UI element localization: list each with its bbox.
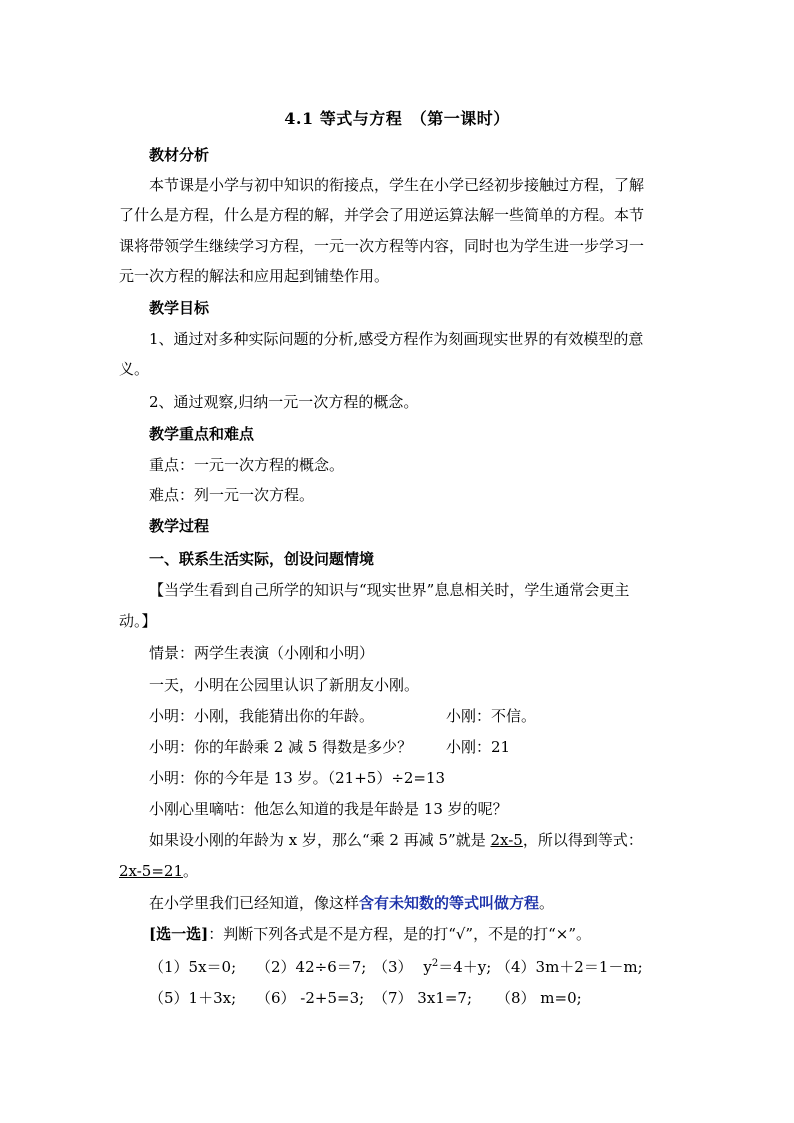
exercise-item-3-expression — [423, 958, 491, 976]
goals-heading: 教学目标 — [149, 299, 210, 317]
dialogue-2-right: 小刚：21 — [446, 738, 511, 756]
item-3-rest: ＝4＋y; — [438, 958, 492, 976]
goal-1-line-2: 义。 — [119, 360, 150, 378]
set-x-tail: ，所以得到等式： — [522, 831, 643, 849]
equation: 2x-5=21 — [119, 862, 184, 880]
exercise-instruction: ：判断下列各式是不是方程，是的打“√”，不是的打“×”。 — [208, 925, 592, 943]
definition-line — [149, 893, 554, 913]
dialogue-4: 小刚心里嘀咕：他怎么知道的我是年龄是 13 岁的呢？ — [149, 800, 508, 818]
equation-line — [119, 861, 198, 881]
keypoint-key: 重点：一元一次方程的概念。 — [149, 456, 345, 474]
exercise-item-8: （8） m=0; — [496, 989, 582, 1007]
note-line-1: 【当学生看到自己所学的知识与“现实世界”息息相关时，学生通常会更主 — [149, 581, 630, 599]
exercise-item-1: （1）5x＝0; — [149, 958, 237, 976]
goal-1-line-1: 1、通过对多种实际问题的分析,感受方程作为刻画现实世界的有效模型的意 — [149, 330, 644, 348]
set-x-expression: 2x-5 — [490, 831, 523, 849]
exercise-item-2: （2）42÷6＝7; — [256, 958, 367, 976]
keypoints-heading: 教学重点和难点 — [149, 425, 255, 443]
analysis-line-1: 本节课是小学与初中知识的衔接点，学生在小学已经初步接触过方程，了解 — [149, 176, 645, 194]
dialogue-2-left: 小明：你的年龄乘 2 减 5 得数是多少？ — [149, 738, 413, 756]
set-x-text: 如果设小刚的年龄为 x 岁，那么“乘 2 再减 5”就是 — [149, 831, 491, 849]
definition-prefix: 在小学里我们已经知道，像这样 — [149, 894, 360, 912]
exercise-item-3-number: （3） — [373, 958, 413, 976]
scene-line: 情景：两学生表演（小刚和小明） — [149, 644, 375, 662]
definition-highlight: 含有未知数的等式叫做方程 — [359, 894, 540, 912]
item-3-exponent: 2 — [431, 958, 439, 969]
story-line: 一天，小明在公园里认识了新朋友小刚。 — [149, 676, 420, 694]
item-3-base: y — [423, 958, 432, 976]
analysis-line-3: 课将带领学生继续学习方程，一元一次方程等内容，同时也为学生进一步学习一 — [119, 237, 645, 255]
page-title: 4.1 等式与方程 （第一课时） — [284, 109, 510, 128]
section-1-heading: 一、联系生活实际，创设问题情境 — [149, 550, 375, 568]
analysis-line-2: 了什么是方程，什么是方程的解，并学会了用逆运算法解一些简单的方程。本节 — [119, 206, 645, 224]
dialogue-3: 小明：你的今年是 13 岁。（21+5）÷2=13 — [149, 769, 446, 787]
exercise-label: [选一选] — [149, 925, 209, 943]
process-heading: 教学过程 — [149, 517, 210, 535]
definition-period: 。 — [539, 894, 555, 912]
analysis-heading: 教材分析 — [149, 146, 210, 164]
set-x-line — [149, 830, 643, 850]
equation-period: 。 — [183, 862, 199, 880]
exercise-item-7: （7） 3x1=7; — [373, 989, 473, 1007]
goal-2: 2、通过观察,归纳一元一次方程的概念。 — [149, 393, 419, 411]
note-line-2: 动。】 — [119, 612, 157, 630]
exercise-item-4: （4）3m＋2＝1－m; — [496, 958, 643, 976]
dialogue-1-left: 小明：小刚，我能猜出你的年龄。 — [149, 707, 375, 725]
keypoint-difficult: 难点：列一元一次方程。 — [149, 486, 315, 504]
exercise-instruction-line — [149, 924, 591, 944]
exercise-item-3 — [373, 957, 491, 977]
exercise-item-6: （6） -2+5=3; — [256, 989, 365, 1007]
exercise-item-5: （5）1＋3x; — [149, 989, 237, 1007]
dialogue-1-right: 小刚：不信。 — [446, 707, 537, 725]
analysis-line-4: 元一次方程的解法和应用起到铺垫作用。 — [119, 267, 390, 285]
